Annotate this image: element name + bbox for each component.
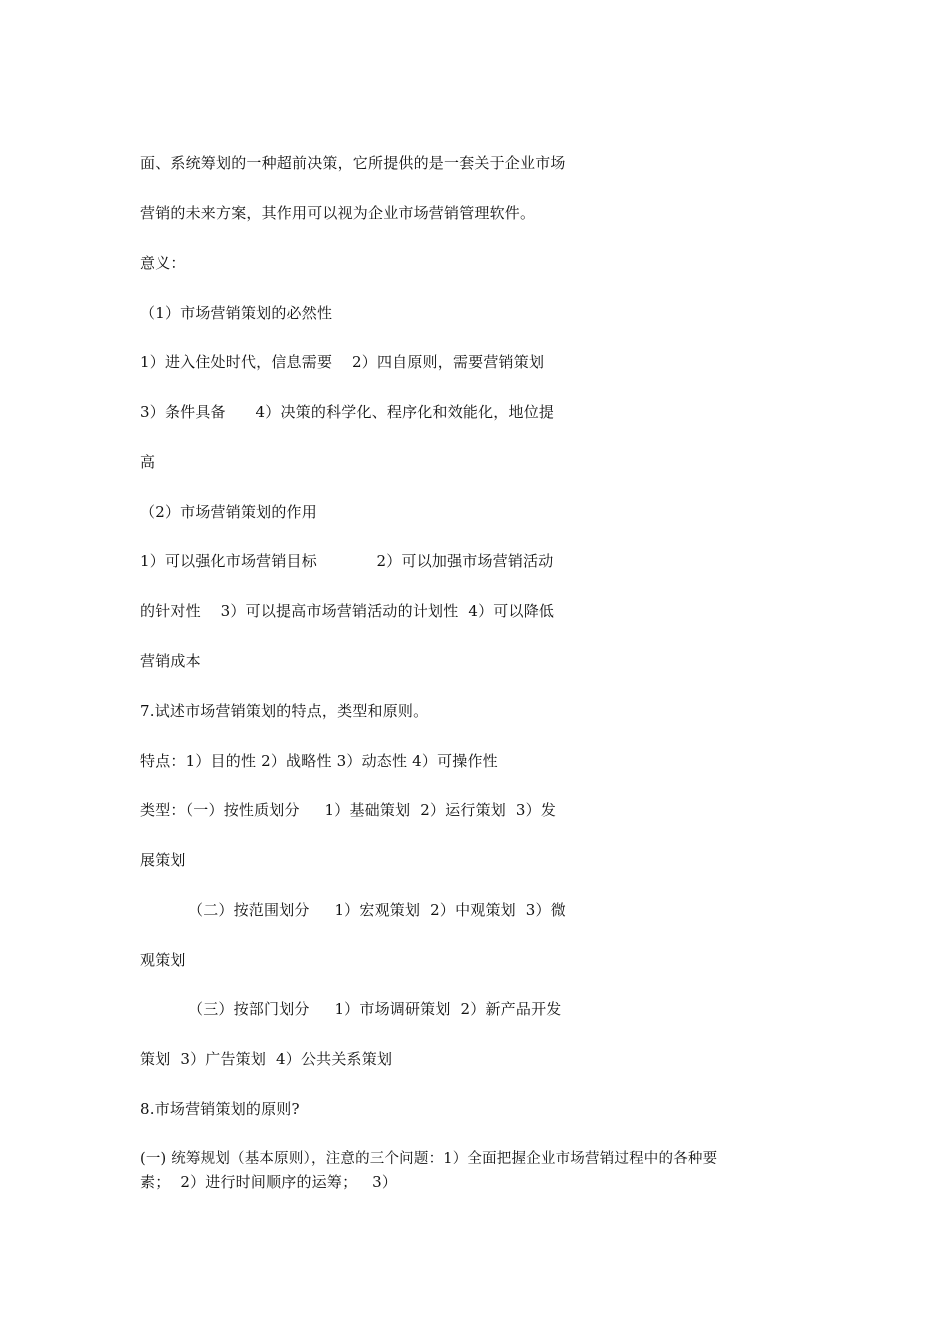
list-line: 1）进入住处时代，信息需要 2）四自原则，需要营销策划 — [140, 353, 545, 371]
paragraph-line: 素； 2）进行时间顺序的运筹； 3） — [140, 1173, 398, 1191]
paragraph-line: 营销的未来方案，其作用可以视为企业市场营销管理软件。 — [140, 204, 536, 222]
paragraph-line: 展策划 — [140, 851, 186, 869]
subheading: （1）市场营销策划的必然性 — [140, 304, 333, 322]
list-line: 1）可以强化市场营销目标 2）可以加强市场营销活动 — [140, 552, 554, 570]
paragraph-line: 观策划 — [140, 951, 186, 969]
list-line: 营销成本 — [140, 652, 201, 670]
paragraph-line: 策划 3）广告策划 4）公共关系策划 — [140, 1050, 393, 1068]
paragraph-line: （三）按部门划分 1）市场调研策划 2）新产品开发 — [188, 1000, 562, 1018]
list-line: 3）条件具备 4）决策的科学化、程序化和效能化，地位提 — [140, 403, 555, 421]
list-line: 的针对性 3）可以提高市场营销活动的计划性 4）可以降低 — [140, 602, 555, 620]
question-heading: 7.试述市场营销策划的特点，类型和原则。 — [140, 702, 429, 720]
paragraph-line: 面、系统筹划的一种超前决策，它所提供的是一套关于企业市场 — [140, 154, 566, 172]
question-heading: 8.市场营销策划的原则? — [140, 1100, 300, 1118]
paragraph-line: （二）按范围划分 1）宏观策划 2）中观策划 3）微 — [188, 901, 566, 919]
list-line: 高 — [140, 453, 156, 471]
section-label: 意义： — [140, 254, 186, 272]
paragraph-line: (一) 统筹规划（基本原则），注意的三个问题：1）全面把握企业市场营销过程中的各种要 — [140, 1151, 718, 1167]
paragraph-line: 特点：1）目的性 2）战略性 3）动态性 4）可操作性 — [140, 752, 498, 770]
paragraph-line: 类型：（一）按性质划分 1）基础策划 2）运行策划 3）发 — [140, 801, 557, 819]
subheading: （2）市场营销策划的作用 — [140, 503, 317, 521]
